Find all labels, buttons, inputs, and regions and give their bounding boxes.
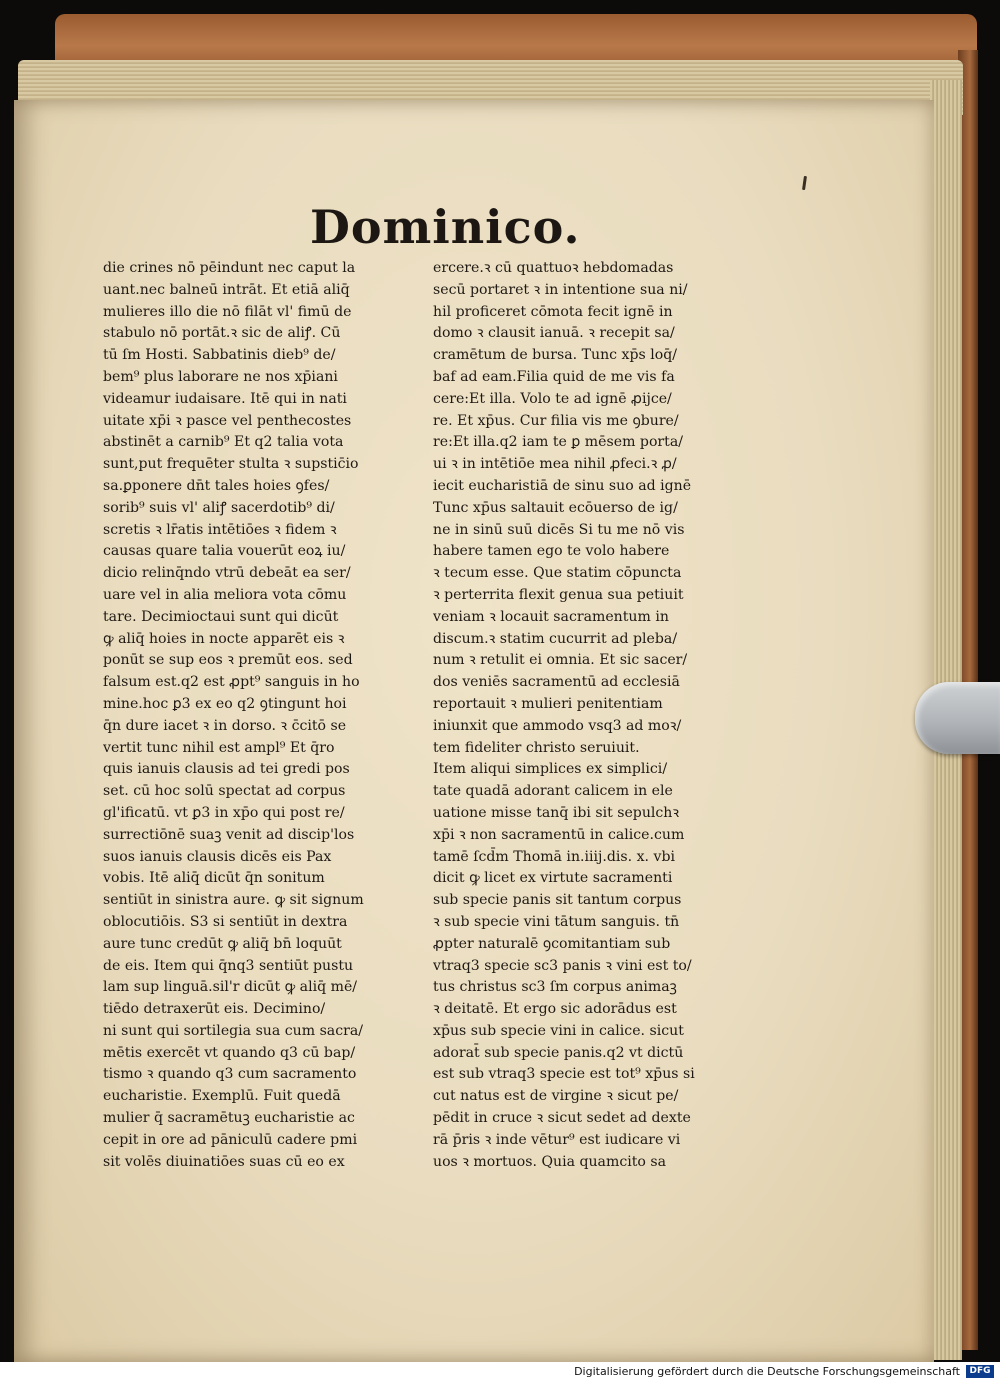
text-line: Tunc xp̄us saltauit ecōuerso de ig/	[433, 499, 678, 516]
text-line: vtraq3 specie sc3 panis ꝛ vini est to/	[433, 957, 692, 974]
text-line: baf ad eam.Filia quid de me vis fa	[433, 368, 675, 385]
text-line: uare vel in alia meliora vota cōmu	[103, 586, 347, 603]
text-line: ꝛ tecum esse. Que statim cōpuncta	[433, 565, 682, 582]
text-line: die crines nō pēindunt nec caput la	[103, 260, 356, 276]
text-line: vertit tunc nihil est ampl⁹ Et q̄ro	[103, 739, 335, 756]
text-line: causas quare talia vouerūt eoꝝ iu/	[103, 543, 346, 560]
text-line: tus christus sc3 ſm corpus animaꝫ	[433, 979, 677, 996]
text-line: adorat̄ sub specie panis.q2 vt dictū	[433, 1044, 684, 1061]
text-line: surrectiōnē suaꝫ venit ad discip'los	[103, 826, 355, 843]
text-line: ꝙ aliq̄ hoies in nocte apparēt eis ꝛ	[103, 630, 345, 647]
dfg-logo: DFG	[966, 1365, 994, 1378]
text-line: ponūt se sup eos ꝛ premūt eos. sed	[103, 652, 353, 669]
page-heading: Dominico.	[310, 200, 581, 254]
text-line: ꝛ sub specie vini tātum sanguis. tn̄	[433, 913, 680, 930]
text-line: ni sunt qui sortilegia sua cum sacra/	[103, 1022, 363, 1039]
right-text-column	[433, 258, 753, 1173]
text-line: oblocutiōis. S3 si sentiūt in dextra	[103, 913, 348, 930]
text-line: veniam ꝛ locauit sacramentum in	[433, 608, 669, 625]
text-line: discum.ꝛ statim cucurrit ad pleba/	[433, 630, 678, 647]
text-line: eucharistie. Exemplū. Fuit quedā	[103, 1088, 341, 1105]
text-line: uatione misse tanq̄ ibi sit sepulchꝛ	[433, 804, 680, 821]
text-line: cepit in ore ad pāniculū cadere pmi	[103, 1131, 358, 1148]
text-line: xp̄us sub specie vini in calice. sicut	[433, 1022, 684, 1039]
text-line: iecit eucharistiā de sinu suo ad ignē	[433, 477, 692, 494]
text-line: rā p̄ris ꝛ inde vētur⁹ est iudicare vi	[433, 1131, 681, 1148]
text-line: cramētum de bursa. Tunc xp̄s loq̄/	[433, 347, 677, 364]
text-line: sentiūt in sinistra aure. ꝙ sit signum	[103, 892, 364, 909]
text-line: sa.ꝑponere dn̄t tales hoies ꝯfes/	[103, 477, 330, 494]
text-line: tismo ꝛ quando q3 cum sacramento	[103, 1066, 357, 1083]
text-line: q̄n dure iacet ꝛ in dorso. ꝛ c̄citō se	[103, 717, 347, 734]
text-line: aure tunc credūt ꝙ aliq̄ bn̄ loquūt	[103, 935, 342, 952]
text-line: num ꝛ retulit ei omnia. Et sic sacer/	[433, 652, 688, 669]
text-line: sunt,put frequēter stulta ꝛ supstic̄io	[103, 456, 359, 473]
text-line: tū ſm Hosti. Sabbatinis dieb⁹ de/	[103, 347, 336, 364]
text-line: ne in sinū suū dicēs Si tu me nō vis	[433, 521, 685, 538]
text-line: tate quadā adorant calicem in ele	[433, 783, 673, 800]
text-line: suos ianuis clausis dicēs eis Pax	[103, 848, 332, 865]
text-line: hil proficeret cōmota fecit ignē in	[433, 303, 673, 320]
text-line: habere tamen ego te volo habere	[433, 543, 670, 560]
text-line: uant.nec balneū intrāt. Et etiā aliq̄	[103, 281, 350, 298]
text-line: ꝛ perterrita flexit genua sua petiuit	[433, 586, 684, 603]
text-line: domo ꝛ clausit ianuā. ꝛ recepit sa/	[433, 325, 675, 342]
text-line: ui ꝛ in intētiōe mea nihil ꝓfeci.ꝛ ꝓ/	[433, 456, 677, 473]
text-line: pēdit in cruce ꝛ sicut sedet ad dexte	[433, 1110, 691, 1127]
text-line: re:Et illa.q2 iam te ꝑ mēsem porta/	[433, 434, 683, 451]
text-line: mulieres illo die nō filāt vl' fimū de	[103, 303, 352, 320]
text-line: mētis exercēt vt quando q3 cū bap/	[103, 1044, 356, 1061]
text-line: secū portaret ꝛ in intentione sua ni/	[433, 281, 688, 298]
text-line: dos veniēs sacramentū ad ecclesiā	[433, 674, 680, 691]
text-line: vobis. Itē aliq̄ dicūt q̄n sonitum	[103, 870, 325, 887]
text-line: sub specie panis sit tantum corpus	[433, 892, 682, 909]
text-line: reportauit ꝛ mulieri penitentiam	[433, 695, 663, 712]
text-line: dicio relinq̄ndo vtrū debeāt ea ser/	[103, 565, 351, 582]
text-line: uos ꝛ mortuos. Quia quamcito sa	[433, 1153, 666, 1170]
text-line: stabulo nō portāt.ꝛ sic de aliꝭ. Cū	[103, 325, 341, 342]
text-line: de eis. Item qui q̄nq3 sentiūt pustu	[103, 957, 354, 974]
text-line: lam sup linguā.sil'r dicūt ꝙ aliq̄ mē/	[103, 979, 358, 996]
text-line: uitate xp̄i ꝛ pasce vel penthecostes	[103, 412, 352, 429]
text-line: tiēdo detraxerūt eis. Decimino/	[103, 1001, 326, 1018]
text-line: dicit ꝙ licet ex virtute sacramenti	[433, 870, 673, 887]
text-line: videamur iudaisare. Itē qui in nati	[103, 390, 347, 407]
text-line: falsum est.q2 est ꝓpt⁹ sanguis in ho	[103, 674, 360, 691]
text-line: set. cū hoc solū spectat ad corpus	[103, 783, 346, 800]
text-line: ercere.ꝛ cū quattuoꝛ hebdomadas	[433, 260, 674, 276]
funding-text: Digitalisierung gefördert durch die Deutsche Forschungsgemeinschaft	[574, 1365, 960, 1378]
page-clip-bookmark	[915, 682, 1000, 754]
text-line: xp̄i ꝛ non sacramentū in calice.cum	[433, 826, 685, 843]
text-line: mine.hoc ꝑ3 ex eo q2 ꝯtingunt hoi	[103, 695, 347, 712]
text-line: iniunxit que ammodo vsq3 ad moꝛ/	[433, 717, 682, 734]
text-line: sorib⁹ suis vl' aliꝭ sacerdotib⁹ di/	[103, 499, 335, 516]
text-line: cut natus est de virgine ꝛ sicut pe/	[433, 1088, 679, 1105]
text-line: gl'ificatū. vt ꝑ3 in xp̄o qui post re/	[103, 804, 345, 821]
text-line: re. Et xp̄us. Cur filia vis me ꝯbure/	[433, 412, 679, 429]
left-text-column	[103, 258, 423, 1173]
text-line: ꝓpter naturalē ꝯcomitantiam sub	[433, 935, 671, 952]
text-line: cere:Et illa. Volo te ad ignē ꝓijce/	[433, 390, 672, 407]
text-line: scretis ꝛ lr̄atis intētiōes ꝛ fidem ꝛ	[103, 521, 337, 538]
text-line: sit volēs diuinatiōes suas cū eo ex	[103, 1153, 345, 1170]
text-line: abstinēt a carnib⁹ Et q2 talia vota	[103, 434, 344, 451]
text-line: quis ianuis clausis ad tei gredi pos	[103, 761, 350, 778]
text-line: tare. Decimioctaui sunt qui dicūt	[103, 608, 339, 625]
text-line: Item aliqui simplices ex simplici/	[433, 761, 668, 778]
text-line: tem fideliter christo seruiuit.	[433, 739, 640, 756]
funding-footer	[0, 1362, 1000, 1381]
text-line: tamē ſcd̄m Thomā in.iiij.dis. x. vbi	[433, 848, 675, 865]
text-line: mulier q̄ sacramētuꝫ eucharistie ac	[103, 1110, 355, 1127]
text-line: est sub vtraq3 specie est tot⁹ xp̄us si	[433, 1066, 695, 1083]
text-line: ꝛ deitatē. Et ergo sic adorādus est	[433, 1001, 677, 1018]
text-line: bem⁹ plus laborare ne nos xp̄iani	[103, 368, 338, 385]
